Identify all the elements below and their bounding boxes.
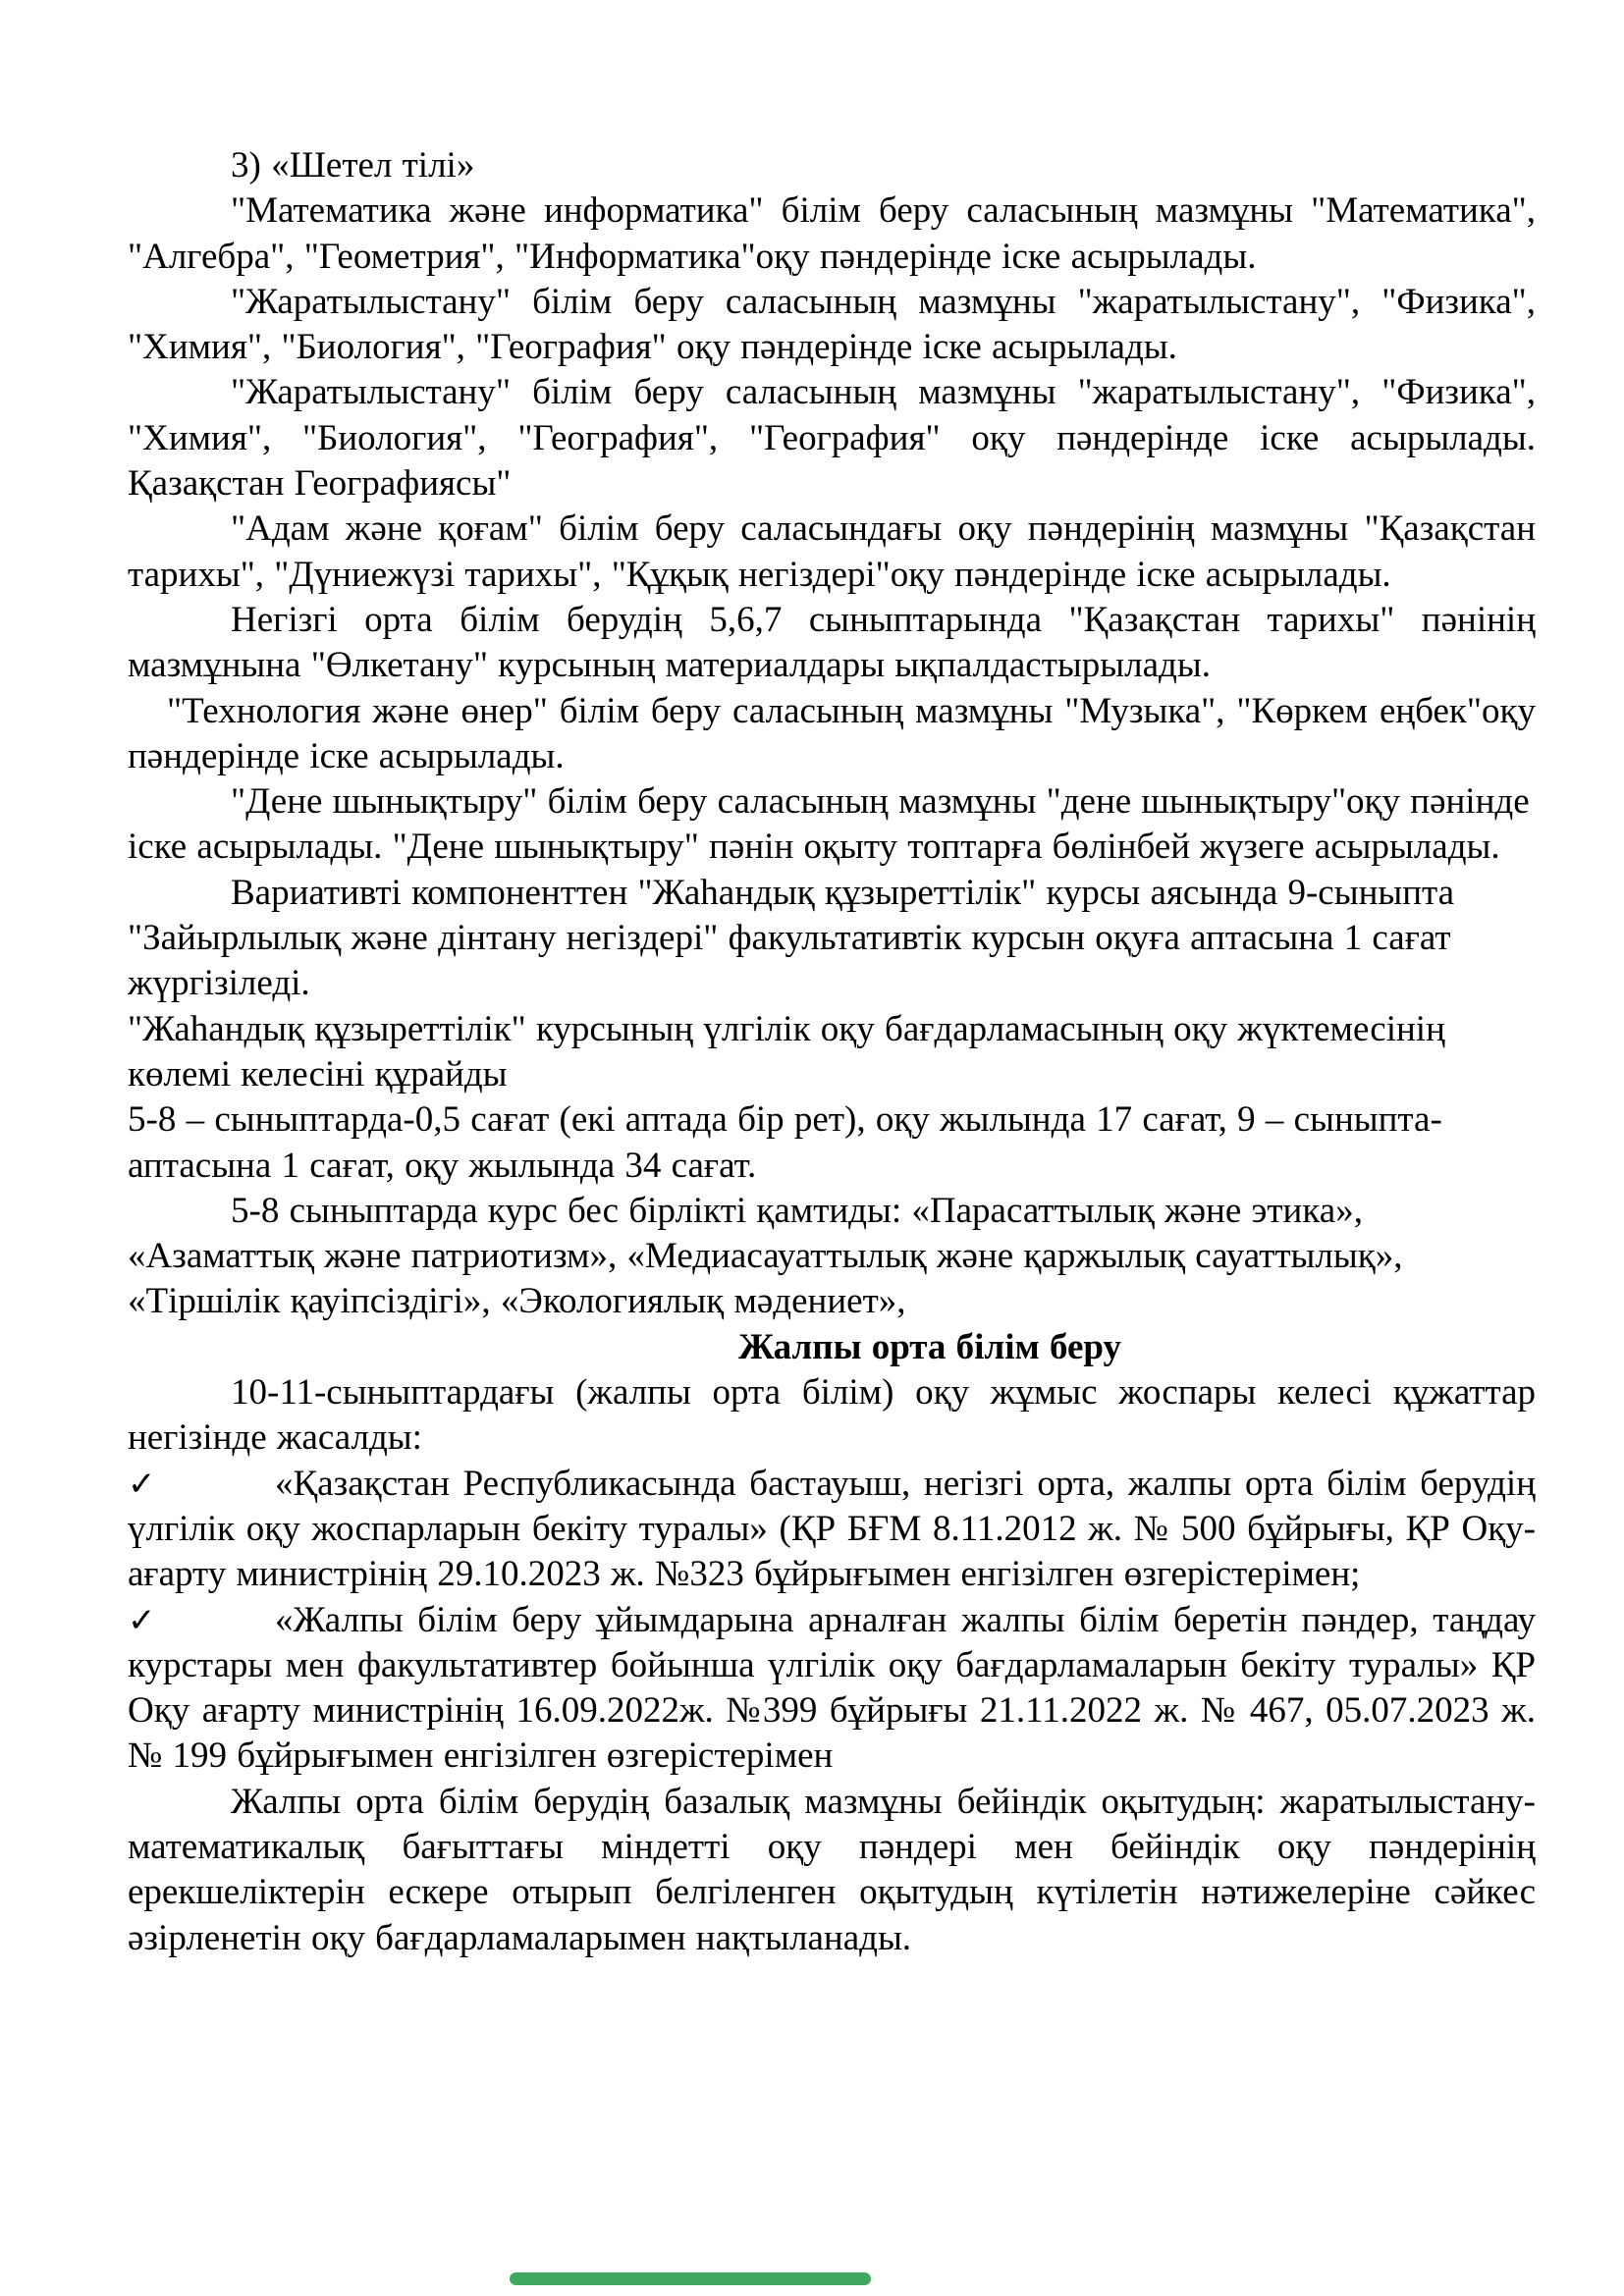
- paragraph-math-informatics: "Математика және информатика" білім беру саласының мазмұны "Математика", "Алгебра", "Геометрия", "Информатика"оқу пәндерінде іске асырылады.: [128, 190, 1536, 277]
- paragraph-work-plan-10-11: 10-11-сыныптардағы (жалпы орта білім) оқу жұмыс жоспары келесі құжаттар негізінде жасалды:: [128, 1372, 1536, 1459]
- paragraph-technology-art: "Технология және өнер" білім беру саласының мазмұны "Музыка", "Көркем еңбек"оқу пәндерінде іске асырылады.: [128, 690, 1536, 776]
- paragraph-local-history: Негізгі орта білім берудің 5,6,7 сыныптарында "Қазақстан тарихы" пәнінің мазмұнына "Өлкетану" курсының материалдары ықпалдастырылады.: [128, 599, 1536, 686]
- paragraph-man-and-society: "Адам және қоғам" білім беру саласындағы оқу пәндерінің мазмұны "Қазақстан тарихы", "Дүниежүзі тарихы", "Құқық негіздері"оқу пәндерінде іске асырылады.: [128, 508, 1536, 595]
- checkmark-icon: ✓: [128, 1600, 156, 1640]
- checkmark-icon: ✓: [128, 1464, 156, 1504]
- paragraph-base-content: Жалпы орта білім берудің базалық мазмұны бейіндік оқытудың: жаратылыстану-математикалық бағыттағы міндетті оқу пәндері мен бейіндік оқу пәндерінің ерекшеліктерін ескере отырып белгіленген оқытудың күтілетін нәтижелеріне сәйкес әзірленетін оқу бағдарламаларымен нақтыланады.: [128, 1781, 1536, 1958]
- paragraph-natural-science-2: "Жаратылыстану" білім беру саласының мазмұны "жаратылыстану", "Физика", "Химия", "Биология", "География", "География" оқу пәндерінде іске асырылады. Қазақстан Географиясы": [128, 372, 1536, 505]
- section-heading-general-secondary: Жалпы орта білім беру: [738, 1326, 1121, 1367]
- paragraph-course-units: 5-8 сыныптарда курс бес бірлікті қамтиды: «Парасаттылық және этика», «Азаматтық және патриотизм», «Медиасауаттылық және қаржылық сауаттылық», «Тіршілік қауіпсіздігі», «Экологиялық мәдениет»,: [128, 1190, 1403, 1322]
- paragraph-variative-component: Вариативті компоненттен "Жаһандық құзыреттілік" курсы аясында 9-сыныпта "Зайырлылық және дінтану негіздері" факультативтік курсын оқуға аптасына 1 сағат жүргізіледі.: [128, 872, 1455, 1004]
- paragraph-hours-distribution: 5-8 – сыныптарда-0,5 сағат (екі аптада бір рет), оқу жылында 17 сағат, 9 – сыныпта-аптасына 1 сағат, оқу жылында 34 сағат.: [128, 1099, 1442, 1186]
- bullet-decree-399: [128, 1598, 1536, 1780]
- paragraph-global-competence: "Жаһандық құзыреттілік" курсының үлгілік оқу бағдарламасының оқу жүктемесінің көлемі келесіні құрайды: [128, 1008, 1445, 1095]
- bullet-decree-399-text: «Жалпы білім беру ұйымдарына арналған жалпы білім беретін пәндер, таңдау курстары мен факультативтер бойынша үлгілік оқу бағдарламаларын бекіту туралы» ҚР Оқу ағарту министрінің 16.09.2022ж. №399 бұйрығы 21.11.2022 ж. № 467, 05.07.2023 ж. № 199 бұйрығымен енгізілген өзгерістерімен: [128, 1599, 1536, 1777]
- paragraph-foreign-language-item: 3) «Шетел тілі»: [231, 145, 475, 186]
- document-body: [128, 143, 1536, 1961]
- paragraph-natural-science-1: "Жаратылыстану" білім беру саласының мазмұны "жаратылыстану", "Физика", "Химия", "Биология", "География" оқу пәндерінде іске асырылады.: [128, 281, 1536, 368]
- bullet-decree-500-text: «Қазақстан Республикасында бастауыш, негізгі орта, жалпы орта білім берудің үлгілік оқу жоспарларын бекіту туралы» (ҚР БҒМ 8.11.2012 ж. № 500 бұйрығы, ҚР Оқу-ағарту министрінің 29.10.2023 ж. №323 бұйрығымен енгізілген өзгерістерімен;: [128, 1463, 1536, 1595]
- bullet-decree-500: [128, 1462, 1536, 1598]
- paragraph-physical-training: "Дене шынықтыру" білім беру саласының мазмұны "дене шынықтыру"оқу пәнінде іске асырылады. "Дене шынықтыру" пәнін оқыту топтарға бөлінбей жүзеге асырылады.: [128, 781, 1530, 868]
- horizontal-scrollbar-thumb[interactable]: [510, 2272, 871, 2285]
